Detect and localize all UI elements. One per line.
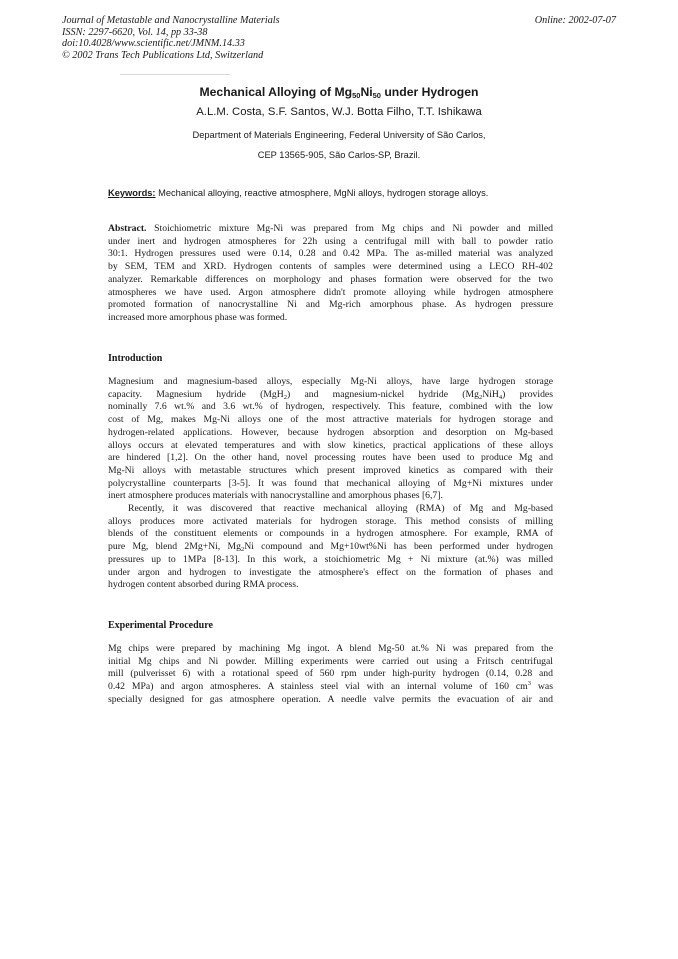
paper-title: Mechanical Alloying of $Mg_{50}Ni_{50}$ under Hydrogen	[199, 85, 479, 100]
affiliation-line-2: CEP 13565-905, São Carlos-SP, Brazil.	[257, 150, 421, 160]
doi-line[interactable]: doi:10.4028/www.scientific.net/JMNM.14.33	[62, 38, 245, 50]
online-date: Online: 2002-07-07	[534, 15, 616, 26]
issn-line: ISSN: 2297-6620, Vol. 14, pp 33-38	[62, 26, 208, 38]
journal-header	[62, 15, 392, 61]
experimental-heading: Experimental Procedure	[108, 620, 213, 631]
keywords-text: Mechanical alloying, reactive atmosphere, MgNi alloys, hydrogen storage alloys.	[155, 188, 489, 198]
abstract-label: Abstract.	[108, 223, 147, 234]
keywords-label: Keywords:	[108, 188, 156, 198]
introduction-paragraph-2: Recently, it was discovered that reactive mechanical alloying (RMA) of Mg and Mg-based alloys produces more activated materials for hydrogen storage. This method consists of milling blends of the constituent elements or compounds in a hydrogen atmosphere. For example, RMA of pure Mg, blend 2Mg+Ni, $Mg_2Ni$ compound and Mg+10wt%Ni has been performed under hydrogen pressures up to 1MPa [8-13]. In this work, a stoichiometric Mg + Ni mixture (at.%) was milled under argon and hydrogen to investigate the atmosphere's effect on the formation of phases and hydrogen content absorbed during RMA process.	[108, 503, 553, 591]
affiliation	[0, 125, 678, 165]
abstract-paragraph: Abstract. Stoichiometric mixture Mg-Ni was prepared from Mg chips and Ni powder and milled under inert and hydrogen atmospheres for 22h using a centrifugal mill with ball to powder ratio 30:1. Hydrogen pressures used were 0.14, 0.28 and 0.42 MPa. The as-milled material was analyzed by SEM, TEM and XRD. Hydrogen contents of samples were determined using a LECO RH-402 analyzer. Remarkable differences on morphology and phases formation were observed for the two atmospheres we have used. Argon atmosphere didn't promote alloying while hydrogen atmosphere promoted formation of nanocrystalline Ni and Mg-rich amorphous phase. As hydrogen pressure increased more amorphous phase was formed.	[108, 223, 553, 323]
introduction-heading: Introduction	[108, 353, 163, 364]
affiliation-line-1: Department of Materials Engineering, Federal University of São Carlos,	[192, 130, 486, 140]
author-list: A.L.M. Costa, S.F. Santos, W.J. Botta Filho, T.T. Ishikawa	[196, 106, 482, 118]
copyright-line: © 2002 Trans Tech Publications Ltd, Switzerland	[62, 49, 264, 61]
journal-name: Journal of Metastable and Nanocrystalline Materials	[62, 15, 280, 26]
introduction-paragraph-1: Magnesium and magnesium-based alloys, especially Mg-Ni alloys, have large hydrogen storage capacity. Magnesium hydride (MgH$_2$) and magnesium-nickel hydride $(Mg_2NiH_4)$ provides nominally 7.6 wt.% and 3.6 wt.% of hydrogen, respectively. This feature, combined with the low cost of Mg, makes Mg-Ni alloys one of the most attractive materials for hydrogen storage and hydrogen-related applications. However, because hydrogen absorption and desorption on Mg-based alloys occurs at elevated temperatures and with slow kinetics, practical applications of these alloys are hindered [1,2]. On the other hand, novel processing routes have been used to produce Mg and Mg-Ni alloys with metastable structures which present improved kinetics as compared with their polycrystalline counterparts [3-5]. It was found that mechanical alloying of Mg+Ni mixtures under inert atmosphere produces materials with nanocrystalline and amorphous phases [6,7].	[108, 376, 553, 502]
header-divider	[120, 74, 230, 75]
keywords-line	[108, 187, 578, 200]
experimental-paragraph: Mg chips were prepared by machining Mg ingot. A blend Mg-50 at.% Ni was prepared from the initial Mg chips and Ni powder. Milling experiments were carried out using a Fritsch centrifugal mill (pulverisset 6) with a rotational speed of 560 rpm under high-purity hydrogen (0.14, 0.28 and 0.42 MPa) and argon atmospheres. A stainless steel vial with an internal volume of 160 $cm^3$ was specially designed for gas atmosphere operation. A needle valve permits the evacuation of air and	[108, 643, 553, 705]
